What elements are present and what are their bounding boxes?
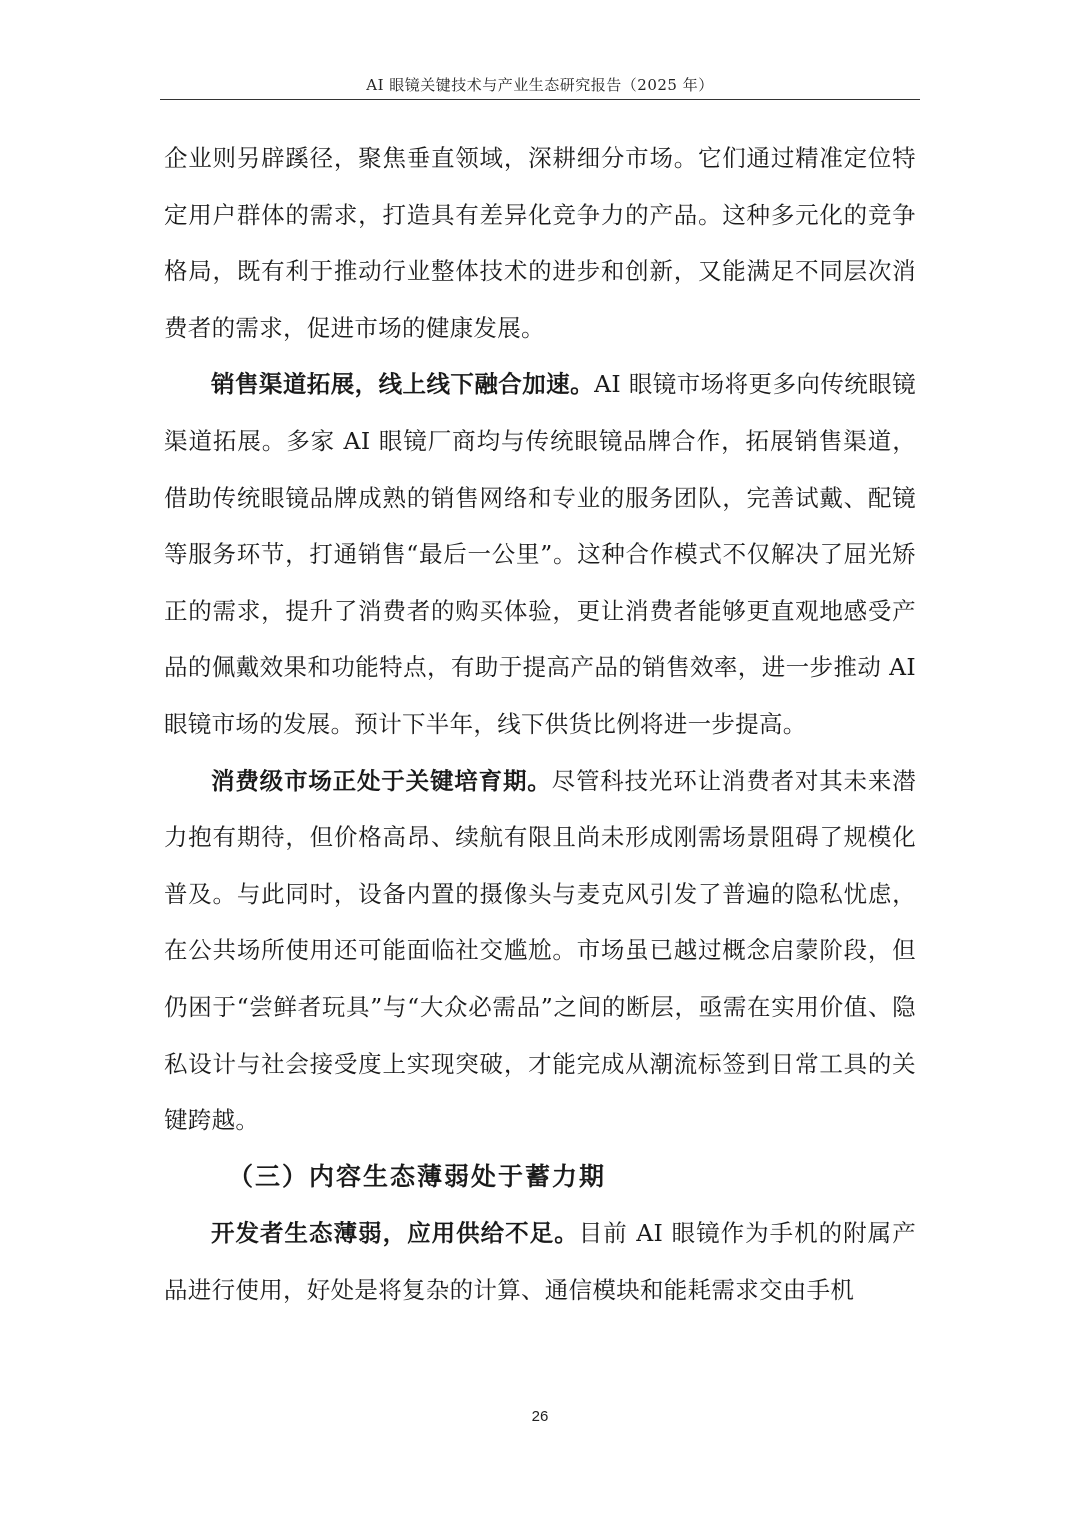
running-header: AI 眼镜关键技术与产业生态研究报告（2025 年） bbox=[366, 76, 714, 94]
paragraph-body: AI 眼镜市场将更多向传统眼镜渠道拓展。多家 AI 眼镜厂商均与传统眼镜品牌合作，拓展销售渠道，借助传统眼镜品牌成熟的销售网络和专业的服务团队，完善试戴、配镜等服务环节，打通销售“最后一公里”。这种合作模式不仅解决了屈光矫正的需求，提升了消费者的购买体验，更让消费者能够更直观地感受产品的佩戴效果和功能特点，有助于提高产品的销售效率，进一步推动 AI 眼镜市场的发展。预计下半年，线下供货比例将进一步提高。 bbox=[164, 370, 916, 738]
paragraph-body: 尽管科技光环让消费者对其未来潜力抱有期待，但价格高昂、续航有限且尚未形成刚需场景阻碍了规模化普及。与此同时，设备内置的摄像头与麦克风引发了普遍的隐私忧虑，在公共场所使用还可能面临社交尴尬。市场虽已越过概念启蒙阶段，但仍困于“尝鲜者玩具”与“大众必需品”之间的断层，亟需在实用价值、隐私设计与社会接受度上实现突破，才能完成从潮流标签到日常工具的关键跨越。 bbox=[164, 766, 917, 1135]
body-text bbox=[164, 130, 916, 1318]
paragraph-sales-channels bbox=[164, 356, 916, 752]
section-heading: （三）内容生态薄弱处于蓄力期 bbox=[228, 1161, 607, 1191]
header-divider bbox=[160, 99, 920, 100]
paragraph-lead: 销售渠道拓展，线上线下融合加速。 bbox=[211, 370, 595, 399]
paragraph-lead: 消费级市场正处于关键培育期。 bbox=[211, 766, 552, 795]
paragraph-developer-ecosystem bbox=[164, 1205, 916, 1318]
paragraph-consumer-market bbox=[164, 753, 916, 1149]
page-number: 26 bbox=[531, 1408, 549, 1425]
paragraph-lead: 开发者生态薄弱，应用供给不足。 bbox=[211, 1219, 579, 1248]
paragraph-continuation: 企业则另辟蹊径，聚焦垂直领域，深耕细分市场。它们通过精准定位特定用户群体的需求，打造具有差异化竞争力的产品。这种多元化的竞争格局，既有利于推动行业整体技术的进步和创新，又能满足不同层次消费者的需求，促进市场的健康发展。 bbox=[164, 144, 916, 342]
paragraph-body: 目前 AI 眼镜作为手机的附属产品进行使用，好处是将复杂的计算、通信模块和能耗需求交由手机 bbox=[164, 1219, 916, 1304]
